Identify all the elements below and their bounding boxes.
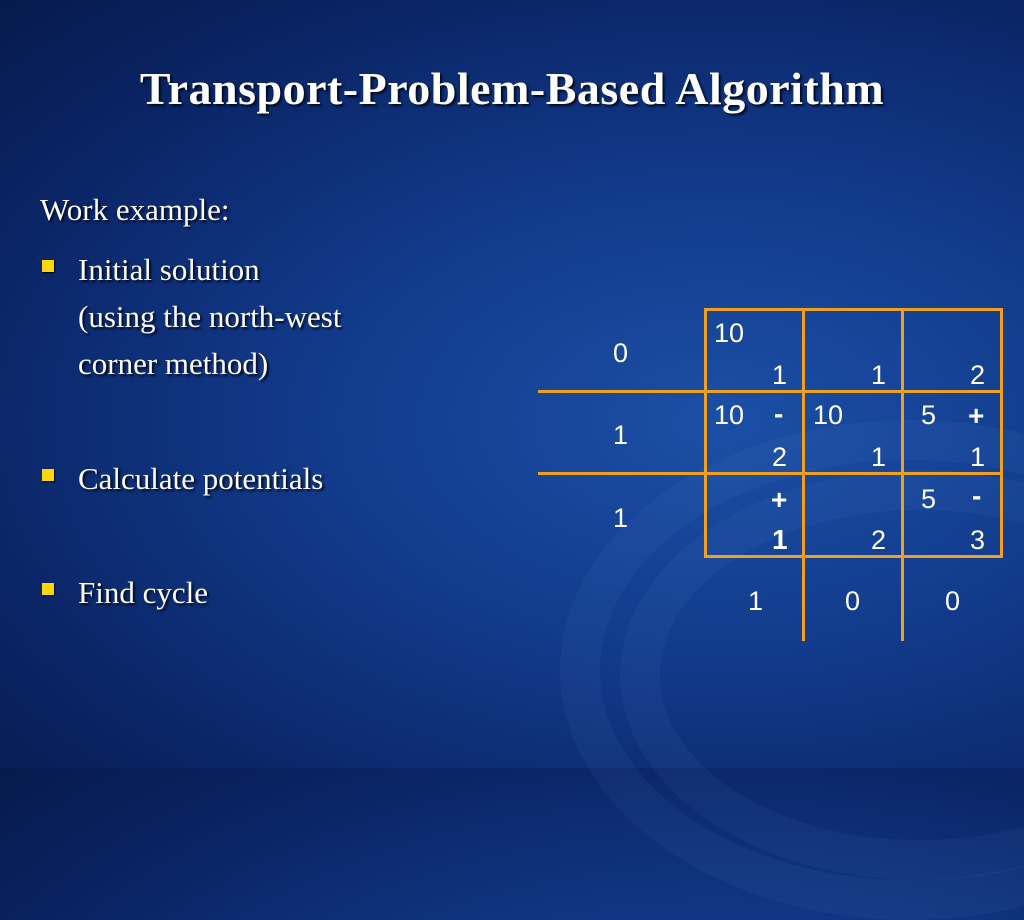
cell-cost: 1 bbox=[970, 442, 986, 472]
background-swirl bbox=[560, 420, 1024, 920]
cycle-sign: - bbox=[774, 398, 784, 429]
cell-allocation: 10 bbox=[714, 400, 745, 430]
cell-allocation: 10 bbox=[813, 400, 844, 430]
bullet-text-line: corner method) bbox=[78, 346, 269, 381]
bullet-square-icon bbox=[42, 583, 54, 595]
cell-allocation: 5 bbox=[921, 400, 937, 430]
cell-cost: 2 bbox=[772, 442, 788, 472]
row-potential: 1 bbox=[613, 420, 629, 450]
bullet-text-line: Find cycle bbox=[78, 575, 208, 610]
grid-line bbox=[704, 555, 1003, 558]
cell-cost: 2 bbox=[871, 525, 887, 555]
bullet-text-line: Calculate potentials bbox=[78, 461, 324, 496]
row-potential: 0 bbox=[613, 338, 629, 368]
col-potential: 1 bbox=[748, 586, 764, 616]
background-swirl bbox=[620, 470, 1024, 880]
cell-cost: 2 bbox=[970, 360, 986, 390]
grid-line bbox=[802, 308, 805, 641]
cycle-sign: + bbox=[771, 484, 788, 515]
grid-line bbox=[704, 308, 1003, 311]
bullet-square-icon bbox=[42, 469, 54, 481]
cell-cost: 1 bbox=[772, 360, 788, 390]
grid-line bbox=[901, 308, 904, 641]
grid-line bbox=[704, 308, 707, 558]
cycle-sign: - bbox=[972, 480, 982, 511]
bullet-text-line: (using the north-west bbox=[78, 299, 342, 334]
row-potential: 1 bbox=[613, 503, 629, 533]
grid-line bbox=[538, 472, 1003, 475]
grid-line bbox=[538, 390, 1003, 393]
cell-cost: 1 bbox=[772, 524, 788, 555]
col-potential: 0 bbox=[845, 586, 861, 616]
bullet-square-icon bbox=[42, 260, 54, 272]
cell-cost: 3 bbox=[970, 525, 986, 555]
cell-allocation: 10 bbox=[714, 318, 745, 348]
cycle-sign: + bbox=[968, 400, 985, 431]
bullet-text-line: Initial solution bbox=[78, 252, 260, 287]
cell-cost: 1 bbox=[871, 442, 887, 472]
cell-cost: 1 bbox=[871, 360, 887, 390]
slide-title: Transport-Problem-Based Algorithm bbox=[139, 63, 885, 114]
intro-text: Work example: bbox=[40, 192, 230, 227]
col-potential: 0 bbox=[945, 586, 961, 616]
grid-line bbox=[1000, 308, 1003, 558]
cell-allocation: 5 bbox=[921, 484, 937, 514]
